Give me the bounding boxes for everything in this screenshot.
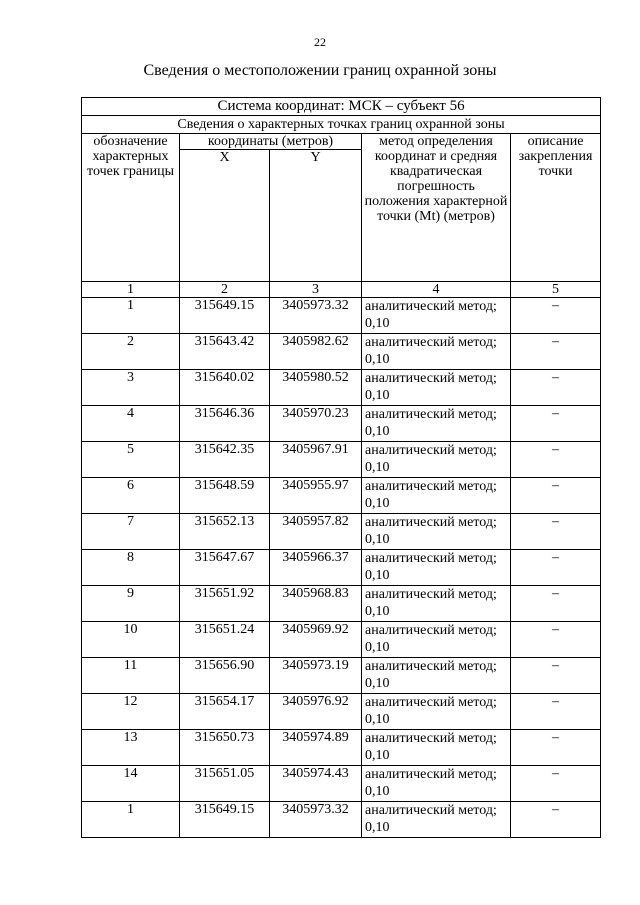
table-row <box>82 694 601 730</box>
coordinate-y: 3405966.37 <box>270 550 362 586</box>
marking-description: – <box>511 766 601 802</box>
point-designation: 7 <box>82 514 180 550</box>
header-method: метод определения координат и средняя квадратическая погрешность положения характерной точки (Mt) (метров) <box>362 134 511 282</box>
table-row <box>82 478 601 514</box>
method-accuracy: аналитический метод; 0,10 <box>362 370 511 406</box>
coordinate-x: 315649.15 <box>180 298 270 334</box>
header-row <box>82 134 601 150</box>
marking-description: – <box>511 298 601 334</box>
marking-description: – <box>511 802 601 838</box>
coordinate-x: 315651.05 <box>180 766 270 802</box>
table-row <box>82 406 601 442</box>
point-designation: 1 <box>82 298 180 334</box>
method-accuracy: аналитический метод; 0,10 <box>362 478 511 514</box>
coordinate-x: 315654.17 <box>180 694 270 730</box>
method-accuracy: аналитический метод; 0,10 <box>362 406 511 442</box>
header-designation: обозначение характерных точек границы <box>82 134 180 282</box>
table-row <box>82 766 601 802</box>
marking-description: – <box>511 730 601 766</box>
point-designation: 9 <box>82 586 180 622</box>
method-accuracy: аналитический метод; 0,10 <box>362 298 511 334</box>
coordinate-y: 3405969.92 <box>270 622 362 658</box>
coordinate-y: 3405955.97 <box>270 478 362 514</box>
boundary-points-table <box>81 97 601 838</box>
column-number: 5 <box>511 282 601 298</box>
coordinate-x: 315646.36 <box>180 406 270 442</box>
table-row <box>82 514 601 550</box>
table-row <box>82 586 601 622</box>
method-accuracy: аналитический метод; 0,10 <box>362 730 511 766</box>
coordinate-system: Система координат: МСК – субъект 56 <box>82 98 601 116</box>
coordinate-x: 315652.13 <box>180 514 270 550</box>
point-designation: 8 <box>82 550 180 586</box>
column-number: 2 <box>180 282 270 298</box>
coordinate-system-row <box>82 98 601 116</box>
method-accuracy: аналитический метод; 0,10 <box>362 334 511 370</box>
column-number: 4 <box>362 282 511 298</box>
table-row <box>82 370 601 406</box>
method-accuracy: аналитический метод; 0,10 <box>362 514 511 550</box>
coordinate-y: 3405974.43 <box>270 766 362 802</box>
table-row <box>82 442 601 478</box>
coordinate-x: 315643.42 <box>180 334 270 370</box>
table-row <box>82 550 601 586</box>
method-accuracy: аналитический метод; 0,10 <box>362 586 511 622</box>
coordinate-x: 315651.24 <box>180 622 270 658</box>
point-designation: 5 <box>82 442 180 478</box>
point-designation: 4 <box>82 406 180 442</box>
section-title-row <box>82 116 601 134</box>
marking-description: – <box>511 658 601 694</box>
marking-description: – <box>511 622 601 658</box>
point-designation: 1 <box>82 802 180 838</box>
coordinate-x: 315656.90 <box>180 658 270 694</box>
header-description: описание закрепления точки <box>511 134 601 282</box>
header-x: X <box>180 150 270 282</box>
table-row <box>82 802 601 838</box>
marking-description: – <box>511 514 601 550</box>
coordinate-x: 315650.73 <box>180 730 270 766</box>
coordinate-x: 315640.02 <box>180 370 270 406</box>
marking-description: – <box>511 406 601 442</box>
coordinate-x: 315651.92 <box>180 586 270 622</box>
marking-description: – <box>511 550 601 586</box>
coordinate-y: 3405974.89 <box>270 730 362 766</box>
coordinate-y: 3405980.52 <box>270 370 362 406</box>
point-designation: 10 <box>82 622 180 658</box>
point-designation: 11 <box>82 658 180 694</box>
coordinate-x: 315647.67 <box>180 550 270 586</box>
point-designation: 12 <box>82 694 180 730</box>
coordinate-y: 3405967.91 <box>270 442 362 478</box>
coordinate-y: 3405973.32 <box>270 802 362 838</box>
header-y: Y <box>270 150 362 282</box>
point-designation: 13 <box>82 730 180 766</box>
method-accuracy: аналитический метод; 0,10 <box>362 622 511 658</box>
coordinate-y: 3405982.62 <box>270 334 362 370</box>
coordinate-y: 3405973.32 <box>270 298 362 334</box>
coordinate-y: 3405973.19 <box>270 658 362 694</box>
marking-description: – <box>511 478 601 514</box>
table-row <box>82 658 601 694</box>
coordinate-x: 315649.15 <box>180 802 270 838</box>
coordinate-y: 3405976.92 <box>270 694 362 730</box>
method-accuracy: аналитический метод; 0,10 <box>362 442 511 478</box>
table-row <box>82 730 601 766</box>
column-numbers-row <box>82 282 601 298</box>
table-row <box>82 334 601 370</box>
header-coordinates: координаты (метров) <box>180 134 362 150</box>
table-row <box>82 622 601 658</box>
coordinate-y: 3405968.83 <box>270 586 362 622</box>
marking-description: – <box>511 334 601 370</box>
table-row <box>82 298 601 334</box>
document-title: Сведения о местоположении границ охранной зоны <box>143 62 497 79</box>
marking-description: – <box>511 586 601 622</box>
coordinate-x: 315648.59 <box>180 478 270 514</box>
point-designation: 3 <box>82 370 180 406</box>
point-designation: 2 <box>82 334 180 370</box>
marking-description: – <box>511 694 601 730</box>
method-accuracy: аналитический метод; 0,10 <box>362 766 511 802</box>
point-designation: 6 <box>82 478 180 514</box>
marking-description: – <box>511 370 601 406</box>
method-accuracy: аналитический метод; 0,10 <box>362 658 511 694</box>
method-accuracy: аналитический метод; 0,10 <box>362 694 511 730</box>
method-accuracy: аналитический метод; 0,10 <box>362 550 511 586</box>
coordinate-y: 3405957.82 <box>270 514 362 550</box>
point-designation: 14 <box>82 766 180 802</box>
column-number: 3 <box>270 282 362 298</box>
coordinate-x: 315642.35 <box>180 442 270 478</box>
method-accuracy: аналитический метод; 0,10 <box>362 802 511 838</box>
page-number: 22 <box>314 35 326 49</box>
coordinate-y: 3405970.23 <box>270 406 362 442</box>
column-number: 1 <box>82 282 180 298</box>
marking-description: – <box>511 442 601 478</box>
section-title: Сведения о характерных точках границ охранной зоны <box>82 116 601 134</box>
